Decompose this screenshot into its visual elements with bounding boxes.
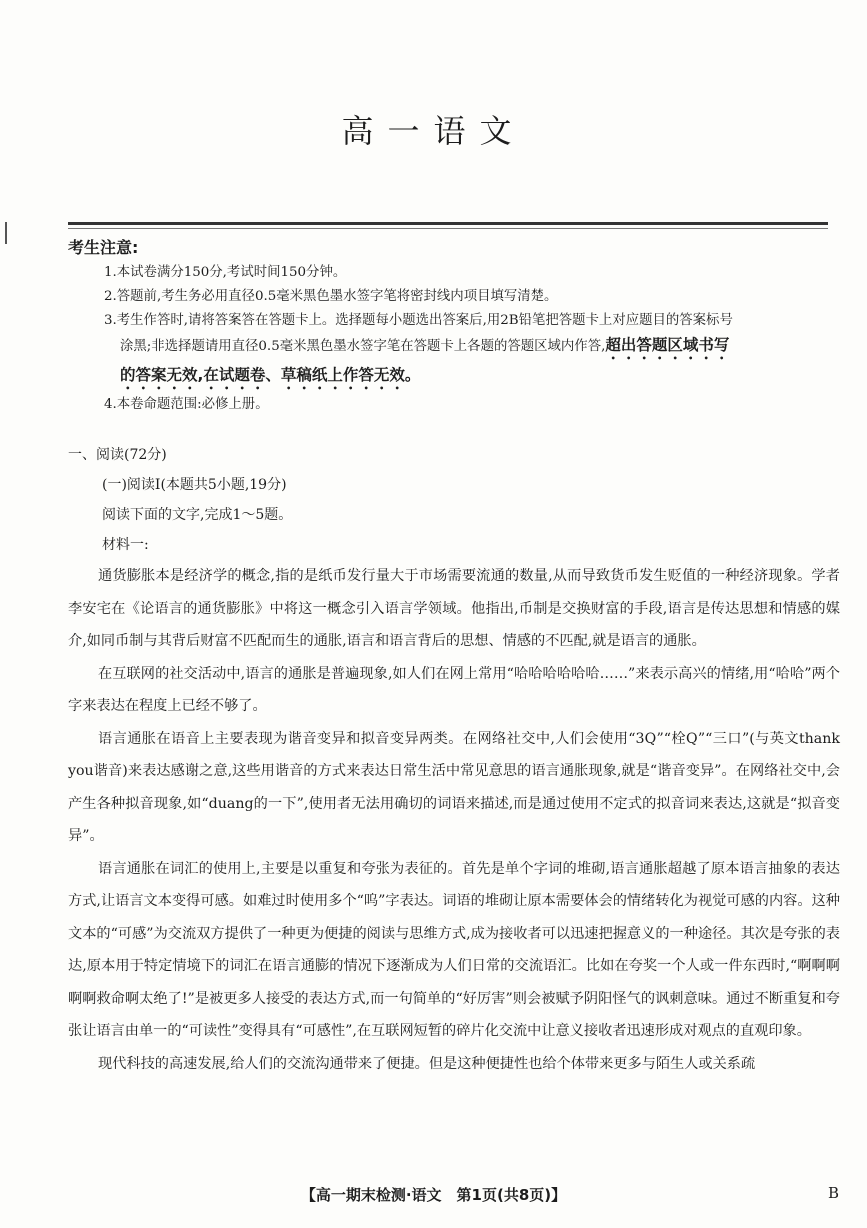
paragraph: 现代科技的高速发展,给人们的交流沟通带来了便捷。但是这种便捷性也给个体带来更多与陌生人或关系疏 [98, 1055, 756, 1072]
notice-item-1: 1.本试卷满分150分,考试时间150分钟。 [104, 265, 347, 280]
notice-item-3-line2 [68, 333, 838, 363]
edition-mark: B [827, 1184, 839, 1202]
paragraph: 在互联网的社交活动中,语言的通胀是普遍现象,如人们在网上常用“哈哈哈哈哈哈……”来表示高兴的情绪,用“哈哈”两个字来表达在程度上已经不够了。 [68, 665, 840, 714]
header-rule-thin [68, 228, 828, 229]
notice-emphasis-2 [104, 366, 420, 384]
notice-heading: 考生注意: [68, 238, 139, 257]
paragraph: 语言通胀在词汇的使用上,主要是以重复和夸张为表征的。首先是单个字词的堆砌,语言通胀超越了原本语言抽象的表达方式,让语言文本变得可感。如难过时使用多个“呜”字表达。词语的堆砌让原本需要体会的情绪转化为视觉可感的内容。这种文本的“可感”为交流双方提供了一种更为便捷的阅读与思维方式,成为接收者可以迅速把握意义的一种途径。其次是夸张的表达,原本用于特定情境下的词汇在语言通膨的情况下逐渐成为人们日常的交流语汇。比如在夸奖一个人或一件东西时,“啊啊啊啊啊救命啊太绝了!”是被更多人接受的表达方式,而一句简单的“好厉害”则会被赋予阴阳怪气的讽刺意味。通过不断重复和夸张让语言由单一的“可读性”变得具有“可感性”,在互联网短暂的碎片化交流中让意义接收者迅速形成对观点的直观印象。 [68, 860, 840, 1039]
page-title: 高一语文 [341, 112, 526, 150]
reading-section [68, 440, 840, 1080]
instruction: 阅读下面的文字,完成1～5题。 [102, 507, 293, 523]
header-rule-thick [68, 222, 828, 225]
notice-item-3-text: 涂黑;非选择题请用直径0.5毫米黑色墨水签字笔在答题卡上各题的答题区域内作答, [120, 339, 606, 354]
paragraph: 通货膨胀本是经济学的概念,指的是纸币发行量大于市场需要流通的数量,从而导致货币发生贬值的一种经济现象。学者李安宅在《论语言的通货膨胀》中将这一概念引入语言学领域。他指出,币制是交换财富的手段,语言是传达思想和情感的媒介,如同币制与其背后财富不匹配而生的通胀,语言和语言背后的思想、情感的不匹配,就是语言的通胀。 [68, 568, 840, 649]
candidate-notice [68, 235, 838, 417]
paragraph: 语言通胀在语音上主要表现为谐音变异和拟音变异两类。在网络社交中,人们会使用“3Q”“栓Q”“三口”(与英文thank you谐音)来表达感谢之意,这些用谐音的方式来表达日常生活中常见意思的语言通胀现象,就是“谐音变异”。在网络社交中,会产生各种拟音现象,如“duang的一下”,使用者无法用确切的词语来描述,而是通过使用不定式的拟音词来表达,这就是“拟音变异”。 [68, 730, 840, 844]
notice-item-3-line3 [68, 363, 838, 393]
footer-label: 【高一期末检测·语文 第1页(共8页)】 [300, 1186, 567, 1204]
subsection-heading: (一)阅读Ⅰ(本题共5小题,19分) [102, 477, 287, 493]
notice-emphasis-1: 超出答题区域书写 [605, 336, 730, 354]
binding-margin-mark [5, 222, 7, 244]
section-heading: 一、阅读(72分) [68, 447, 167, 463]
notice-item-2: 2.答题前,考生务必用直径0.5毫米黑色墨水签字笔将密封线内项目填写清楚。 [104, 289, 558, 304]
material-label: 材料一: [102, 537, 149, 553]
page-footer [0, 1184, 867, 1205]
notice-item-4: 4.本卷命题范围:必修上册。 [104, 397, 269, 412]
notice-item-3-line1: 3.考生作答时,请将答案答在答题卡上。选择题每小题选出答案后,用2B铅笔把答题卡上对应题目的答案标号 [104, 313, 733, 328]
notice-emphasis-2-text: 的答案无效,在试题卷、草稿纸上作答无效。 [120, 366, 421, 384]
